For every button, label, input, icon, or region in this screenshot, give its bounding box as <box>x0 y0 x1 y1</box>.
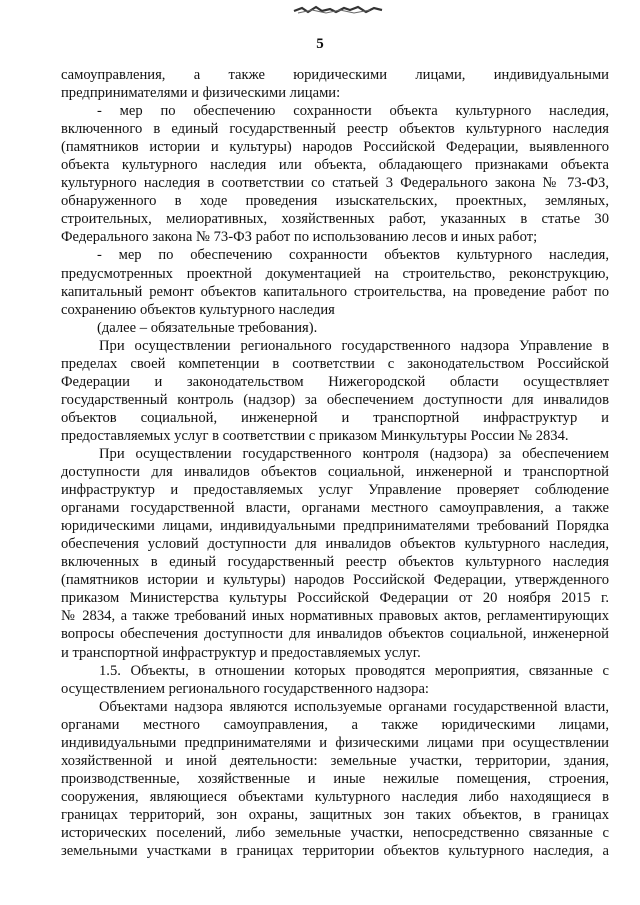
text-line: Объектами надзора являются используемые органами государственной власти, <box>99 698 609 715</box>
text-line: самоуправления, а также юридическими лицами, индивидуальными <box>61 67 609 83</box>
text-line: доступности для инвалидов объектов социальной, инженерной и транспортной <box>61 464 609 481</box>
text-line: органами государственной власти, органами местного самоуправления, а также <box>61 500 609 517</box>
text-line: земельными участками в границах территории объектов культурного наследия, а <box>61 843 609 860</box>
text-line: (памятников истории и культуры) народов Российской Федерации, выявленного <box>61 139 609 156</box>
text-line: юридическими лицами, индивидуальными предпринимателями требований Порядка <box>61 518 609 535</box>
text-line: вопросы обеспечения доступности для инвалидов объектов социальной, инженерной <box>61 626 609 643</box>
scan-artifact-mark <box>292 4 384 16</box>
text-line: обнаруженного в ходе проведения изыскательских, проектных, земляных, <box>61 193 609 210</box>
text-line: При осуществлении регионального государственного надзора Управление в <box>99 337 609 354</box>
text-line: При осуществлении государственного контроля (надзора) за обеспечением <box>99 445 609 462</box>
text-line: включенных в единый государственный реестр объектов культурного наследия <box>61 554 609 571</box>
text-line: государственный контроль (надзор) за обеспечением доступности для инвалидов <box>61 391 609 408</box>
text-line: объекта культурного наследия или объекта, обладающего признаками объекта <box>61 157 609 174</box>
text-line: культурного наследия в соответствии со статьей 3 Федерального закона № 73-ФЗ, <box>61 175 609 192</box>
text-line: исторических поселений, либо земельные участки, непосредственно связанные с <box>61 824 609 841</box>
text-line: объектов социальной, инженерной и транспортной инфраструктур и <box>61 409 609 426</box>
text-line: строительных, мелиоративных, хозяйственных работ, указанных в статье 30 <box>61 211 609 228</box>
text-line: № 2834, а также требований иных нормативных правовых актов, регламентирующих <box>61 608 609 625</box>
text-line: обеспечения условий доступности для инвалидов объектов культурного наследия, <box>61 536 609 553</box>
text-line: приказом Министерства культуры Российской Федерации от 20 ноября 2015 г. <box>61 590 609 607</box>
text-line: 1.5. Объекты, в отношении которых проводятся мероприятия, связанные с <box>99 662 609 679</box>
text-line: индивидуальными предпринимателями и физическими лицами при осуществлении <box>61 734 609 751</box>
document-body <box>61 66 609 860</box>
text-line: Федерации и законодательством Нижегородской области осуществляет <box>61 373 609 390</box>
text-line: включенного в единый государственный реестр объектов культурного наследия <box>61 121 609 138</box>
text-line: предоставляемых услуг в соответствии с приказом Минкультуры России № 2834. <box>61 427 569 444</box>
text-line: - мер по обеспечению сохранности объектов культурного наследия, <box>97 247 609 264</box>
text-line: инфраструктур и предоставляемых услуг Управление проверяет соблюдение <box>61 482 609 499</box>
text-line: пределах своей компетенции в соответствии с законодательством Российской <box>61 355 609 372</box>
text-line: предпринимателями и физическими лицами: <box>61 85 341 102</box>
text-line: (памятников истории и культуры) народов Российской Федерации, утвержденного <box>61 572 609 589</box>
page-number: 5 <box>316 36 324 52</box>
text-line: и транспортной инфраструктур и предоставляемых услуг. <box>61 644 421 661</box>
text-line: органами местного самоуправления, а также юридическими лицами, <box>61 716 609 733</box>
text-line: границах территорий, зон охраны, защитных зон таких объектов, в границах <box>61 806 609 823</box>
text-line: хозяйственной и иной деятельности: земельные участки, территории, здания, <box>61 752 609 769</box>
text-line: осуществлением регионального государственного надзора: <box>61 680 429 697</box>
text-line: - мер по обеспечению сохранности объекта культурного наследия, <box>97 103 609 120</box>
text-line: капитальный ремонт объектов капитального строительства, на проведение работ по <box>61 283 609 300</box>
text-line: сооружения, являющиеся объектами культурного наследия либо находящиеся в <box>61 788 609 805</box>
text-line: сохранению объектов культурного наследия <box>61 301 335 318</box>
text-line: Федерального закона № 73-ФЗ работ по использованию лесов и иных работ; <box>61 229 538 246</box>
text-line: предусмотренных проектной документацией на строительство, реконструкцию, <box>61 265 609 282</box>
text-line: (далее – обязательные требования). <box>97 319 318 336</box>
text-line: производственные, хозяйственные и иные нежилые помещения, строения, <box>61 770 609 787</box>
